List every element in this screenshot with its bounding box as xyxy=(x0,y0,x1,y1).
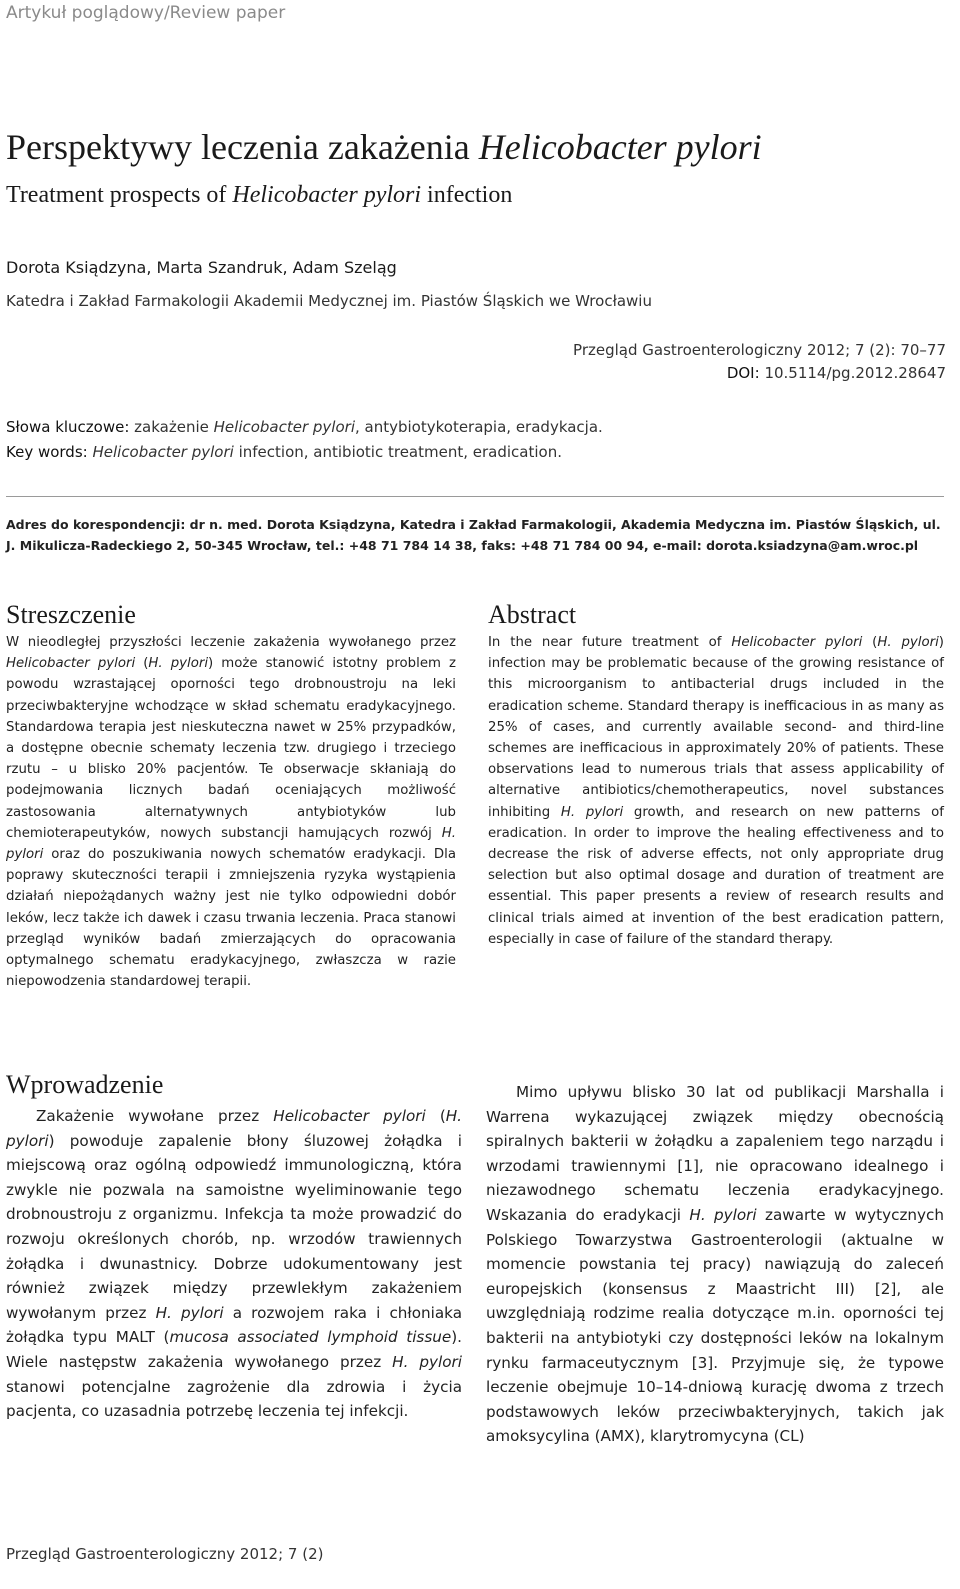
streszczenie-heading: Streszczenie xyxy=(6,600,136,629)
abstract-text-3: ) infection may be problematic because of the growing resistance of this microorganism to antibacterial drugs included in the eradication scheme. Standard therapy is inefficacious in as many as 25% of cases, and currently available second- and third-line schemes are inefficacious in approximately 20% of patients. These observations lead to numerous trials that assess applicability of alternative antibiotics/chemotherapeutics, novel substances inhibiting xyxy=(488,635,944,820)
title-english-italic: Helicobacter pylori xyxy=(232,182,422,208)
affiliation: Katedra i Zakład Farmakologii Akademii Medycznej im. Piastów Śląskich we Wrocławiu xyxy=(6,292,652,310)
streszczenie-text-2: ( xyxy=(135,656,149,672)
intro-left-text-1: Zakażenie wywołane przez xyxy=(36,1107,274,1125)
section-divider xyxy=(6,496,944,497)
abstract-body xyxy=(488,632,944,950)
keywords-english-italic: Helicobacter pylori xyxy=(87,443,234,461)
intro-left-italic-1: Helicobacter pylori xyxy=(273,1107,426,1125)
abstract-italic-1: Helicobacter pylori xyxy=(731,635,863,650)
keywords-polish xyxy=(6,418,603,436)
intro-left-italic-2: H. pylori xyxy=(6,1107,462,1150)
streszczenie-italic-3: H. pylori xyxy=(6,825,456,863)
abstract-text-4: growth, and research on new patterns of eradication. In order to improve the healing effectiveness and to decrease the risk of adverse effects, not only appropriate drug selection but also optimal dosage and duration of treatment are essential. This paper presents a review of research results and clinical trials aimed at invention of the best eradication pattern, especially in case of failure of the standard therapy. xyxy=(488,804,944,947)
keywords-polish-italic: Helicobacter pylori xyxy=(213,418,355,436)
intro-left-italic-3: H. pylori xyxy=(155,1303,224,1322)
keywords-english xyxy=(6,443,562,461)
streszczenie-text-3: ) może stanowić istotny problem z powodu wzrastającej oporności tego drobnoustroju na leki przeciwbakteryjne wchodzące w skład schematu eradykacyjnego. Standardowa terapia jest nieskuteczna nawet w 25% przypadków, a dostępne obecnie schematy leczenia tzw. drugiego i trzeciego rzutu – u blisko 20% pacjentów. Te obserwacje skłaniają do podejmowania licznych badań oceniających możliwość zastosowania alternatywnych antybiotyków lub chemioterapeutyków, nowych substancji hamujących rozwój xyxy=(6,656,456,841)
streszczenie-italic-1: Helicobacter pylori xyxy=(6,656,136,672)
streszczenie-text-4: oraz do poszukiwania nowych schematów eradykacji. Dla poprawy skuteczności terapii i zmniejszenia ryzyka wystąpienia działań niepożądanych ważny jest nie tylko odpowiedni dobór leków, lecz także ich dawek i czasu trwania leczenia. Praca stanowi przegląd wyników badań zmierzających do opracowania optymalnego schematu eradykacyjnego, zwłaszcza w razie niepowodzenia standardowej terapii. xyxy=(6,847,456,990)
intro-left-text-2: ( xyxy=(425,1107,446,1125)
keywords-polish-pre: zakażenie xyxy=(129,418,214,436)
keywords-polish-post: , antybiotykoterapia, eradykacja. xyxy=(355,418,603,436)
abstract-text-1: In the near future treatment of xyxy=(488,635,732,650)
intro-left-text-5: ). Wiele następstw zakażenia wywołanego przez xyxy=(6,1328,462,1371)
keywords-polish-label: Słowa kluczowe: xyxy=(6,418,130,436)
intro-left-text-4: a rozwojem raka i chłoniaka żołądka typu MALT ( xyxy=(6,1303,463,1347)
streszczenie-text-1: W nieodległej przyszłości leczenie zakażenia wywołanego przez xyxy=(6,635,456,650)
keywords-english-label: Key words: xyxy=(6,443,88,461)
abstract-italic-3: H. pylori xyxy=(560,804,624,820)
correspondence-label: Adres do korespondencji: xyxy=(6,517,186,532)
intro-left-italic-5: H. pylori xyxy=(392,1352,462,1371)
title-english-post: infection xyxy=(421,182,513,208)
journal-reference: Przegląd Gastroenterologiczny 2012; 7 (2): 70–77 xyxy=(573,341,946,359)
title-polish-italic: Helicobacter pylori xyxy=(478,127,762,167)
article-type-label: Artykuł poglądowy/Review paper xyxy=(6,3,286,23)
authors: Dorota Ksiądzyna, Marta Szandruk, Adam Szeląg xyxy=(6,258,397,277)
keywords-english-post: infection, antibiotic treatment, eradication. xyxy=(233,443,562,461)
introduction-right-column xyxy=(486,1080,944,1449)
streszczenie-italic-2: H. pylori xyxy=(148,656,209,672)
page-footer: Przegląd Gastroenterologiczny 2012; 7 (2) xyxy=(6,1545,324,1563)
streszczenie-body xyxy=(6,632,456,992)
introduction-left-column xyxy=(6,1104,462,1424)
doi-label: DOI: xyxy=(726,364,760,382)
introduction-heading: Wprowadzenie xyxy=(6,1070,164,1099)
intro-right-text-1: Mimo upływu blisko 30 lat od publikacji Marshalla i Warrena wykazującej związek między obecnością spiralnych bakterii w żołądku a zapaleniem tego narządu i wrzodami trawiennymi [1], nie opracowano idealnego i niezawodnego schematu leczenia eradykacyjnego. Wskazania do eradykacji xyxy=(486,1083,944,1224)
doi xyxy=(727,364,946,382)
abstract-heading: Abstract xyxy=(488,600,577,629)
intro-left-text-6: stanowi potencjalne zagrożenie dla zdrowia i życia pacjenta, co uzasadnia potrzebę leczenia tej infekcji. xyxy=(6,1377,462,1421)
correspondence-address xyxy=(6,514,944,556)
intro-right-italic-1: H. pylori xyxy=(689,1205,757,1224)
title-english-pre: Treatment prospects of xyxy=(6,182,233,208)
title-polish xyxy=(6,126,762,168)
abstract-italic-2: H. pylori xyxy=(877,635,939,650)
intro-right-text-2: zawarte w wytycznych Polskiego Towarzystwa Gastroenterologii (aktualne w momencie powstania tej pracy) nawiązują do zaleceń europejskich (konsensus z Maastricht III) [2], ale uwzględniają rodzime realia dotyczące m.in. oporności tej bakterii na antybiotyki czy dostępności leków na lokalnym rynku farmaceutycznym [3]. Przyjmuje się, że typowe leczenie obejmuje 10–14-dniową kurację dwoma z trzech podstawowych leków przeciwbakteryjnych, takich jak amoksycylina (AMX), klarytromycyna (CL) xyxy=(486,1205,944,1446)
intro-left-text-3: ) powoduje zapalenie błony śluzowej żołądka i miejscową oraz ogólną odpowiedź immunologiczną, która zwykle nie pozwala na samoistne wyeliminowanie tego drobnoustroju z organizmu. Infekcja ta może prowadzić do rozwoju określonych chorób, np. wrzodów trawiennych żołądka i dwunastnicy. Dobrze udokumentowany jest również związek między przewlekłym zakażeniem wywołanym przez xyxy=(6,1131,462,1322)
title-english xyxy=(6,182,512,209)
correspondence-text: dr n. med. Dorota Ksiądzyna, Katedra i Zakład Farmakologii, Akademia Medyczna im. Piastów Śląskich, ul. J. Mikulicza-Radeckiego 2, 50-345 Wrocław, tel.: +48 71 784 14 38, faks: +48 71 784 00 94, e-mail: dorota.ksiadzyna@am.wroc.pl xyxy=(6,517,941,553)
intro-left-italic-4: mucosa associated lymphoid tissue xyxy=(169,1328,452,1347)
doi-value[interactable]: 10.5114/pg.2012.28647 xyxy=(759,364,946,382)
abstract-text-2: ( xyxy=(862,635,878,650)
title-polish-text: Perspektywy leczenia zakażenia xyxy=(6,127,479,167)
